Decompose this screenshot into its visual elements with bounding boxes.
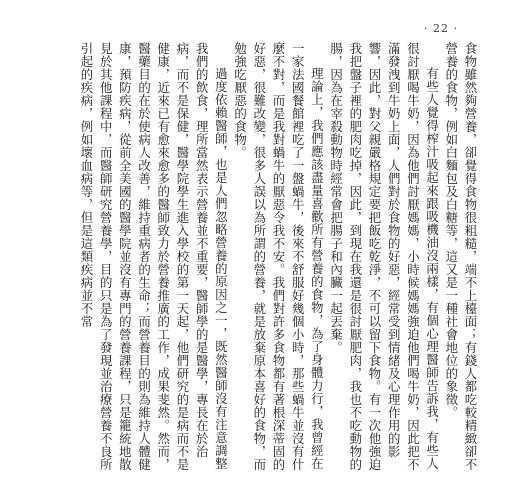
paragraph: 食物雖然夠營養，卻覺得食物很粗糙，端不上檯面；有錢人都吃較精緻卻不營養的食物，例如白麵包及白糖等，這又是一種社會地位的象徵。: [443, 42, 478, 471]
body-text: [55, 42, 480, 472]
paragraph: 理論上，我們應該盡量喜歡所有營養的食物，為了身體力行，我曾經在一家法國餐館裡吃了一盤蝸牛，後來不舒服好幾個小時，那些蝸牛並沒有什麼不對，而是我對蝸牛的厭惡令我不安。我們對許多食物都有著根深蒂固的好惡，很難改變，很多人誤以為所謂的營養，就是放棄原本喜好的食物，而勉強吃厭惡的食物。: [232, 42, 325, 471]
paragraph: 有些人覺得榨汁吸起來跟吸機油沒兩樣，有個心理醫師告訴我，有些人很討厭喝牛奶，因為他們討厭媽媽，小時候媽媽強迫他們喝牛奶，因此把不滿發洩到牛奶上面，人們對於食物的好惡，經常受到情緒及心理作用的影響，因此，對父親嚴格規定要把飯吃乾淨，不可以留下食物。有一次他強迫我把盤子裡的肥肉吃掉，因此，到現在我還是很討厭肥肉，我也不吃動物的腸，因為在宰殺動物時經常會把腸子和內臟一起丟棄。: [328, 42, 440, 471]
paragraph: 過度依賴醫師，也是人們忽略營養的原因之一，既然醫師沒有注意調整我們的飲食，理所當然表示營養並不重要，醫師學的是醫學，專長在於治病，而不是保健，醫學院學生進入學校的第一天起，他們研究的是病而不是健康，近來已有愈來愈多的醫師致力於營養推廣的工作，成果斐然。然而，醫藥目的在於使病人改善，維持重病者的生命；而營養目的則為維持人體健康，預防疾病，從前全美國的醫學院並沒有專門的營養課程，只是籠統地散見於其他課程中，而醫師研究營養學，目的只是為了發現並治療營養不良所引起的疾病，例如壞血病等，但是這類疾病並不常: [78, 42, 229, 471]
page-number: · 22 ·: [424, 22, 458, 35]
